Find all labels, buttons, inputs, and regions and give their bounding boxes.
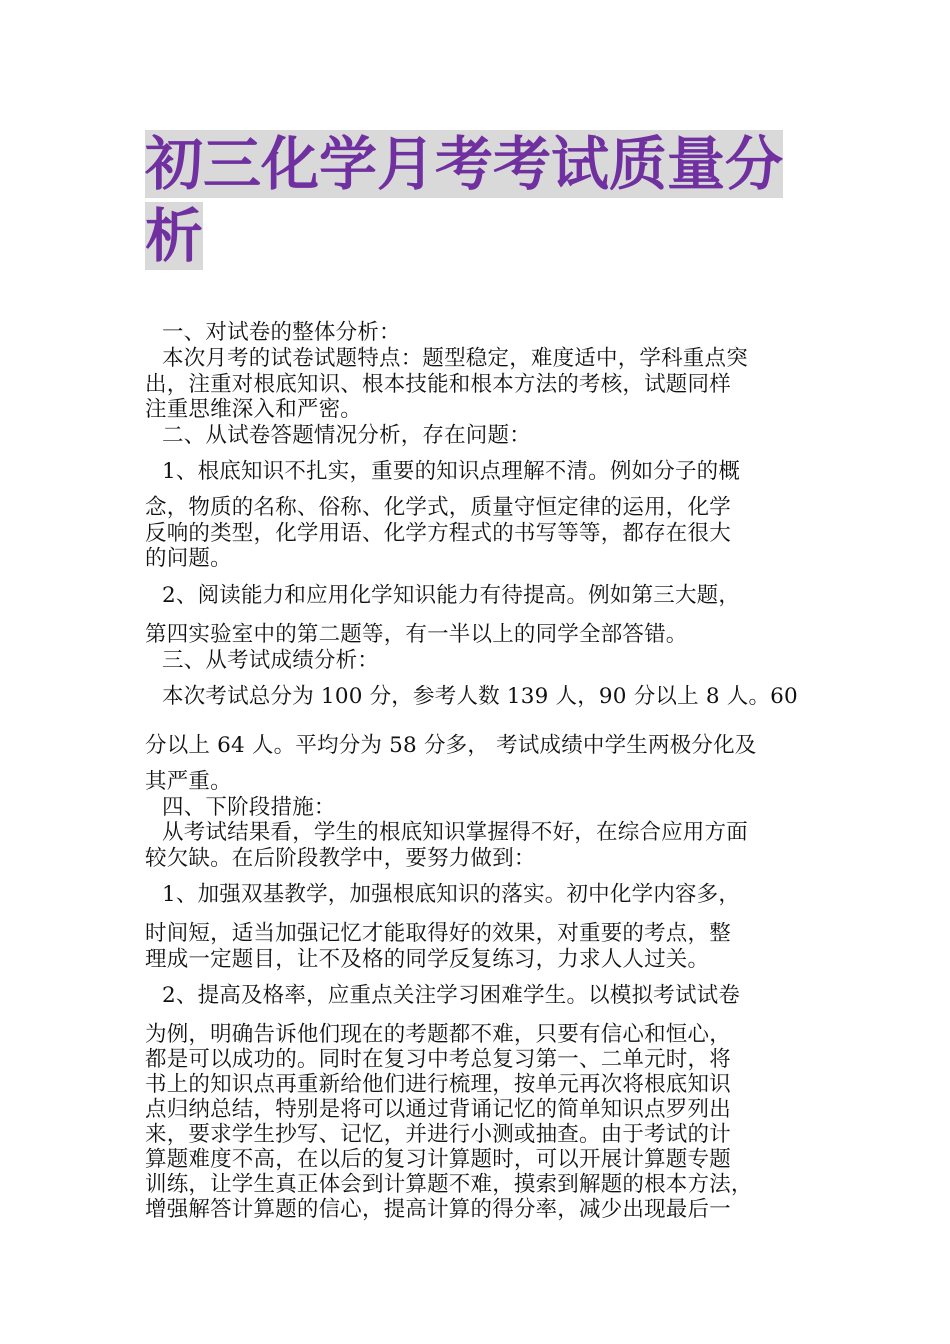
body-line: 都是可以成功的。同时在复习中考总复习第一、二单元时，将	[145, 1047, 731, 1072]
document-title	[145, 128, 815, 272]
body-line: 2、提高及格率，应重点关注学习困难学生。以模拟考试试卷	[162, 983, 741, 1008]
body-line: 时间短，适当加强记忆才能取得好的效果，对重要的考点，整	[145, 921, 731, 946]
section-heading-4: 四、下阶段措施：	[162, 795, 336, 820]
body-line: 分以上 64 人。平均分为 58 分多， 考试成绩中学生两极分化及	[145, 733, 757, 758]
body-line: 书上的知识点再重新给他们进行梳理，按单元再次将根底知识	[145, 1072, 731, 1097]
body-line: 念，物质的名称、俗称、化学式，质量守恒定律的运用，化学	[145, 495, 731, 520]
body-line: 2、阅读能力和应用化学知识能力有待提高。例如第三大题，	[162, 583, 741, 608]
body-line: 点归纳总结，特别是将可以通过背诵记忆的简单知识点罗列出	[145, 1097, 731, 1122]
body-line: 第四实验室中的第二题等，有一半以上的同学全部答错。	[145, 622, 688, 647]
title-line-1: 初三化学月考考试质量分	[145, 130, 784, 198]
body-line: 较欠缺。在后阶段教学中，要努力做到：	[145, 846, 536, 871]
body-line: 本次月考的试卷试题特点：题型稳定，难度适中，学科重点突	[162, 346, 748, 371]
section-heading-2: 二、从试卷答题情况分析，存在问题：	[162, 423, 531, 448]
title-line-2: 析	[145, 202, 204, 270]
section-heading-3: 三、从考试成绩分析：	[162, 648, 380, 673]
body-line: 其严重。	[145, 769, 232, 794]
body-line: 出，注重对根底知识、根本技能和根本方法的考核，试题同样	[145, 372, 731, 397]
section-heading-1: 一、对试卷的整体分析：	[162, 320, 401, 345]
body-line: 增强解答计算题的信心，提高计算的得分率，减少出现最后一	[145, 1197, 731, 1222]
body-line: 的问题。	[145, 546, 232, 571]
body-line: 本次考试总分为 100 分，参考人数 139 人，90 分以上 8 人。60	[162, 684, 798, 709]
body-line: 训练，让学生真正体会到计算题不难，摸索到解题的根本方法，	[145, 1172, 753, 1197]
body-line: 反响的类型，化学用语、化学方程式的书写等等，都存在很大	[145, 521, 731, 546]
body-line: 从考试结果看，学生的根底知识掌握得不好，在综合应用方面	[162, 820, 748, 845]
body-line: 理成一定题目，让不及格的同学反复练习，力求人人过关。	[145, 947, 710, 972]
body-line: 1、根底知识不扎实，重要的知识点理解不清。例如分子的概	[162, 459, 741, 484]
body-line: 为例，明确告诉他们现在的考题都不难，只要有信心和恒心，	[145, 1022, 731, 1047]
body-line: 算题难度不高，在以后的复习计算题时，可以开展计算题专题	[145, 1147, 731, 1172]
body-line: 注重思维深入和严密。	[145, 397, 363, 422]
body-line: 来，要求学生抄写、记忆，并进行小测或抽查。由于考试的计	[145, 1122, 731, 1147]
body-line: 1、加强双基教学，加强根底知识的落实。初中化学内容多，	[162, 882, 741, 907]
